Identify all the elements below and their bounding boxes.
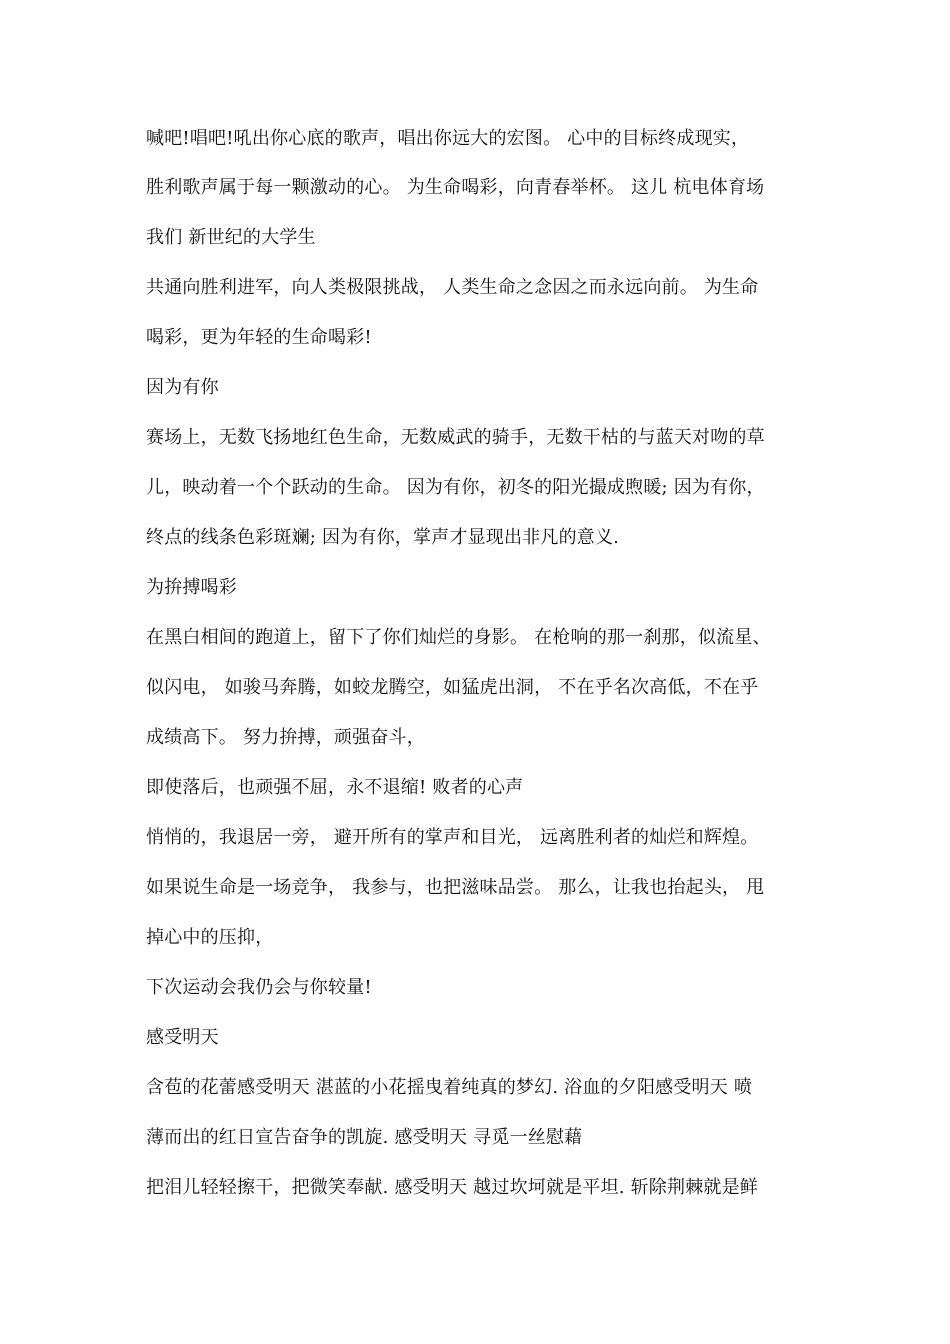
text-line: 赛场上，无数飞扬地红色生命，无数威武的骑手，无数干枯的与蓝天对吻的草 xyxy=(146,427,765,448)
text-line: 掉心中的压抑， xyxy=(146,927,274,948)
text-line: 即使落后，也顽强不屈，永不退缩! 败者的心声 xyxy=(146,777,524,798)
text-line: 在黑白相间的跑道上，留下了你们灿烂的身影。 在枪响的那一刹那，似流星、 xyxy=(146,627,771,648)
text-line: 成绩高下。 努力拚搏，顽强奋斗， xyxy=(146,727,425,748)
text-line: 喊吧!唱吧!吼出你心底的歌声，唱出你远大的宏图。 心中的目标终成现实， xyxy=(146,128,750,149)
text-line: 共通向胜利进军，向人类极限挑战， 人类生命之念因之而永远向前。 为生命 xyxy=(146,277,759,298)
text-line: 儿，映动着一个个跃动的生命。 因为有你，初冬的阳光撮成煦暖; 因为有你， xyxy=(146,477,765,498)
text-line: 下次运动会我仍会与你较量! xyxy=(146,977,372,998)
text-line: 薄而出的红日宣告奋争的凯旋. 感受明天 寻觅一丝慰藉 xyxy=(146,1127,583,1148)
text-line: 终点的线条色彩斑斓; 因为有你，掌声才显现出非凡的意义. xyxy=(146,527,620,548)
section-heading: 为拚搏喝彩 xyxy=(146,577,237,598)
text-line: 似闪电， 如骏马奔腾，如蛟龙腾空，如猛虎出洞， 不在乎名次高低，不在乎 xyxy=(146,677,759,698)
text-line: 如果说生命是一场竞争， 我参与，也把滋味品尝。 那么，让我也抬起头， 甩 xyxy=(146,877,765,898)
text-line: 胜利歌声属于每一颗激动的心。 为生命喝彩，向青春举杯。 这儿 杭电体育场 xyxy=(146,177,765,198)
text-line: 含苞的花蕾感受明天 湛蓝的小花摇曳着纯真的梦幻. 浴血的夕阳感受明天 喷 xyxy=(146,1077,753,1098)
text-line: 悄悄的，我退居一旁， 避开所有的掌声和目光， 远离胜利者的灿烂和辉煌。 xyxy=(146,827,759,848)
text-line: 把泪儿轻轻擦干，把微笑奉献. 感受明天 越过坎坷就是平坦. 斩除荆棘就是鲜 xyxy=(146,1177,759,1198)
text-line: 我们 新世纪的大学生 xyxy=(146,227,316,248)
text-line: 喝彩，更为年轻的生命喝彩! xyxy=(146,327,372,348)
section-heading: 感受明天 xyxy=(146,1027,219,1048)
section-heading: 因为有你 xyxy=(146,377,219,398)
